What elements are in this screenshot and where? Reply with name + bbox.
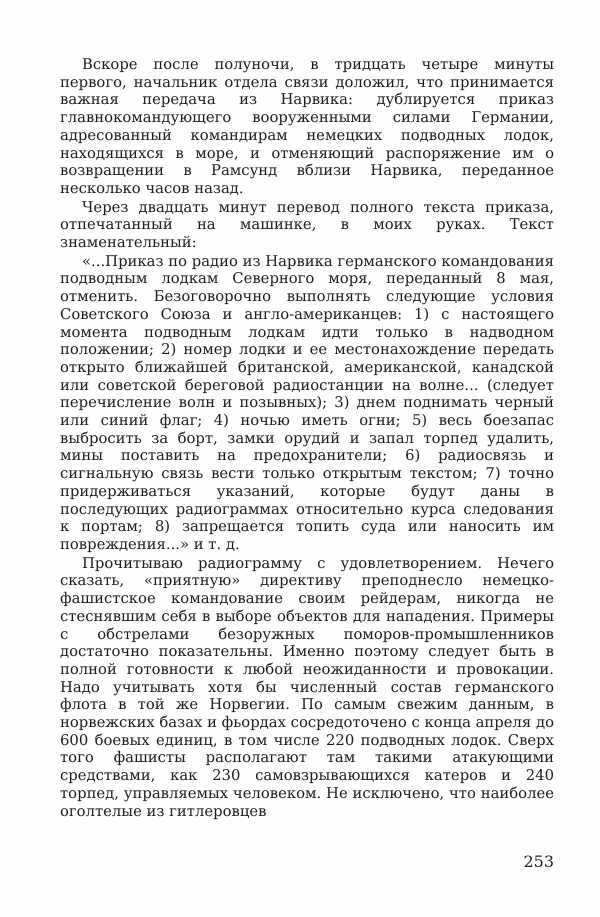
paragraph-2: Через двадцать минут перевод полного текста приказа, отпечатанный на машинке, в моих руках. Текст знаменательный: (60, 198, 554, 252)
page-text (60, 56, 554, 820)
paragraph-3-quoted-order: «...Приказ по радио из Нарвика германского командования подводным лодкам Северного моря, переданный 8 мая, отменить. Безоговорочно выполнять следующие условия Советского Союза и англо-американцев: 1) с настоящего момента подводным лодкам идти только в надводном положении; 2) номер лодки и ее местонахождение передать открыто ближайшей британской, американской, канадской или советской береговой радиостанции на волне... (следует перечисление волн и позывных); 3) днем поднимать черный или синий флаг; 4) ночью иметь огни; 5) весь боезапас выбросить за борт, замки орудий и запал торпед удалить, мины поставить на предохранители; 6) радиосвязь и сигнальную связь вести только открытым текстом; 7) точно придерживаться указаний, которые будут даны в последующих радиограммах относительно курса следования к портам; 8) запрещается топить суда или наносить им повреждения...» и т. д. (60, 252, 554, 553)
paragraph-4: Прочитываю радиограмму с удовлетворением. Нечего сказать, «приятную» директиву преподнесло немецко-фашистское командование своим рейдерам, никогда не стеснявшим себя в выборе объектов для нападения. Примеры с обстрелами безоружных поморов-промышленников достаточно показательны. Именно поэтому следует быть в полной готовности к любой неожиданности и провокации. Надо учитывать хотя бы численный состав германского флота в той же Норвегии. По самым свежим данным, в норвежских базах и фьордах сосредоточено с конца апреля до 600 боевых единиц, в том числе 220 подводных лодок. Сверх того фашисты располагают там такими атакующими средствами, как 230 самовзрывающихся катеров и 240 торпед, управляемых человеком. Не исключено, что наиболее оголтелые из гитлеровцев (60, 554, 554, 820)
paragraph-1: Вскоре после полуночи, в тридцать четыре минуты первого, начальник отдела связи доложил, что принимается важная передача из Нарвика: дублируется приказ главнокомандующего вооруженными силами Германии, адресованный командирам немецких подводных лодок, находящихся в море, и отменяющий распоряжение им о возвращении в Рамсунд вблизи Нарвика, переданное несколько часов назад. (60, 56, 554, 197)
page-number: 253 (523, 852, 554, 871)
